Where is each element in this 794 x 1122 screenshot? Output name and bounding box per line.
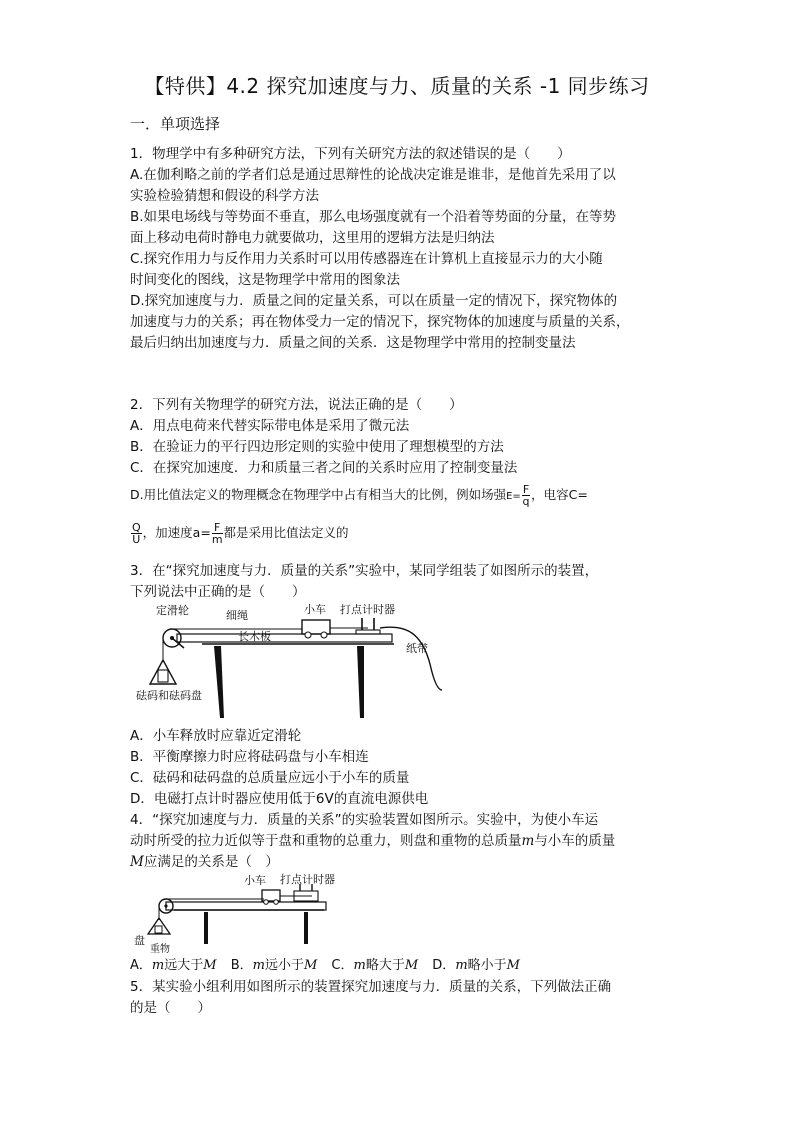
q4-apparatus-drawing — [134, 872, 339, 956]
cart-body — [302, 620, 330, 634]
label-cart: 小车 — [244, 874, 266, 887]
q4-var-m: m — [521, 833, 535, 849]
q2-d-prefix: D.用比值法定义的物理概念在物理学中占有相当大的比例，例如场强 — [130, 487, 507, 502]
q3-option-d: D．电磁打点计时器应使用低于6V的直流电源供电 — [130, 791, 429, 807]
q3-option-a: A．小车释放时应靠近定滑轮 — [130, 728, 302, 744]
q4-option-a: A．m远大于M — [130, 958, 217, 973]
fraction-denominator: q — [522, 495, 530, 508]
cart-body — [262, 890, 280, 901]
q4-stem2-part1: 动时所受的拉力近似等于盘和重物的总重力，则盘和重物的总质量 — [130, 833, 522, 849]
label-timer: 打点计时器 — [340, 604, 395, 616]
q2-option-c: C．在探究加速度．力和质量三者之间的关系时应用了控制变量法 — [130, 460, 518, 476]
q2-d-field-fraction — [522, 484, 530, 507]
q3-apparatus-figure — [132, 604, 462, 720]
q3-option-c: C．砝码和砝码盘的总质量应远小于小车的质量 — [130, 770, 410, 786]
label-tape: 纸带 — [406, 642, 428, 655]
q3-stem-line2: 下列说法中正确的是（ ） — [130, 584, 306, 600]
q1-stem: 1．物理学中有多种研究方法，下列有关研究方法的叙述错误的是（ ） — [130, 146, 571, 162]
q4-stem3-part: 应满足的关系是（ ） — [143, 854, 279, 870]
fraction-numerator: Q — [132, 521, 141, 534]
label-rope: 细绳 — [226, 609, 248, 622]
label-weight: 重物 — [150, 944, 170, 955]
q2-stem: 2．下列有关物理学的研究方法，说法正确的是（ ） — [130, 397, 463, 413]
q2-option-a: A．用点电荷来代替实际带电体是采用了微元法 — [130, 418, 410, 434]
q1-option-c-line2: 时间变化的图线，这是物理学中常用的图象法 — [130, 272, 400, 288]
q2-option-d-line2 — [130, 522, 349, 545]
table-leg-left — [214, 646, 224, 718]
q4-stem-line2 — [130, 832, 615, 850]
q1-option-a-line2: 实验检验猜想和假设的科学方法 — [130, 188, 319, 204]
page-title: 【特供】4.2 探究加速度与力、质量的关系 -1 同步练习 — [144, 74, 650, 98]
q1-option-b-line2: 面上移动电荷时静电力就要做功，这里用的逻辑方法是归纳法 — [130, 230, 495, 246]
q4-apparatus-figure — [134, 872, 339, 956]
q5-stem-line2: 的是（ ） — [130, 1000, 211, 1016]
q4-option-c: C．m略大于M — [331, 958, 419, 973]
fraction-denominator: U — [132, 533, 141, 546]
q1-option-a-line1: A.在伽利略之前的学者们总是通过思辩性的论战决定谁是谁非，是他首先采用了以 — [130, 167, 616, 183]
section-heading: 一．单项选择 — [130, 115, 221, 133]
weight-pan — [150, 660, 176, 684]
label-pulley: 定滑轮 — [156, 604, 189, 617]
q1-option-d-line3: 最后归纳出加速度与力．质量之间的关系．这是物理学中常用的控制变量法 — [130, 335, 576, 351]
fraction-numerator: F — [522, 483, 530, 496]
q3-option-b: B．平衡摩擦力时应将砝码盘与小车相连 — [130, 749, 369, 765]
long-board-shape — [177, 634, 392, 642]
q2-d-field-symbol: E= — [506, 491, 521, 502]
q2-d-acceleration-fraction — [212, 522, 223, 545]
q1-option-c-line1: C.探究作用力与反作用力关系时可以用传感器连在计算机上直接显示力的大小随 — [130, 251, 603, 267]
label-timer: 打点计时器 — [280, 873, 335, 886]
q2-option-b: B．在验证力的平行四边形定则的实验中使用了理想模型的方法 — [130, 439, 504, 455]
q1-option-d-line2: 加速度与力的关系；再在物体受力一定的情况下，探究物体的加速度与质量的关系， — [130, 314, 630, 330]
q4-option-b: B．m远小于M — [230, 958, 318, 973]
q4-var-M: M — [130, 854, 144, 870]
fraction-numerator: F — [212, 522, 223, 534]
label-board: 长木板 — [238, 630, 271, 643]
label-weights: 砝码和砝码盘 — [136, 689, 202, 702]
q2-option-d-line1 — [130, 484, 588, 507]
q4-stem-line1: 4．“探究加速度与力．质量的关系”的实验装置如图所示。实验中，为使小车运 — [130, 812, 599, 828]
q1-option-d-line1: D.探究加速度与力．质量之间的定量关系，可以在质量一定的情况下，探究物体的 — [130, 293, 618, 309]
q4-option-d: D．m略小于M — [432, 958, 520, 973]
q3-apparatus-drawing — [132, 604, 462, 720]
q4-stem2-part2: 与小车的质量 — [534, 833, 616, 849]
q4-options — [130, 957, 520, 975]
q2-d-acceleration: ，加速度a= — [142, 525, 211, 540]
paper-tape — [380, 627, 442, 690]
fraction-denominator: m — [211, 533, 223, 546]
board-shape — [166, 902, 326, 910]
table-leg-right — [357, 646, 364, 718]
q5-stem-line1: 5．某实验小组利用如图所示的装置探究加速度与力．质量的关系，下列做法正确 — [130, 979, 612, 995]
label-cart: 小车 — [304, 604, 326, 616]
q3-stem-line1: 3．在“探究加速度与力．质量的关系”实验中，某同学组装了如图所示的装置， — [130, 563, 599, 579]
q4-stem-line3 — [130, 853, 279, 871]
label-plate: 盘 — [134, 934, 145, 947]
q1-option-b-line1: B.如果电场线与等势面不垂直，那么电场强度就有一个沿着等势面的分量，在等势 — [130, 209, 617, 225]
q2-d-suffix: 都是采用比值法定义的 — [223, 525, 349, 540]
q2-d-capacitance-fraction — [131, 522, 142, 545]
q2-d-capacitance: ，电容C= — [531, 487, 588, 502]
